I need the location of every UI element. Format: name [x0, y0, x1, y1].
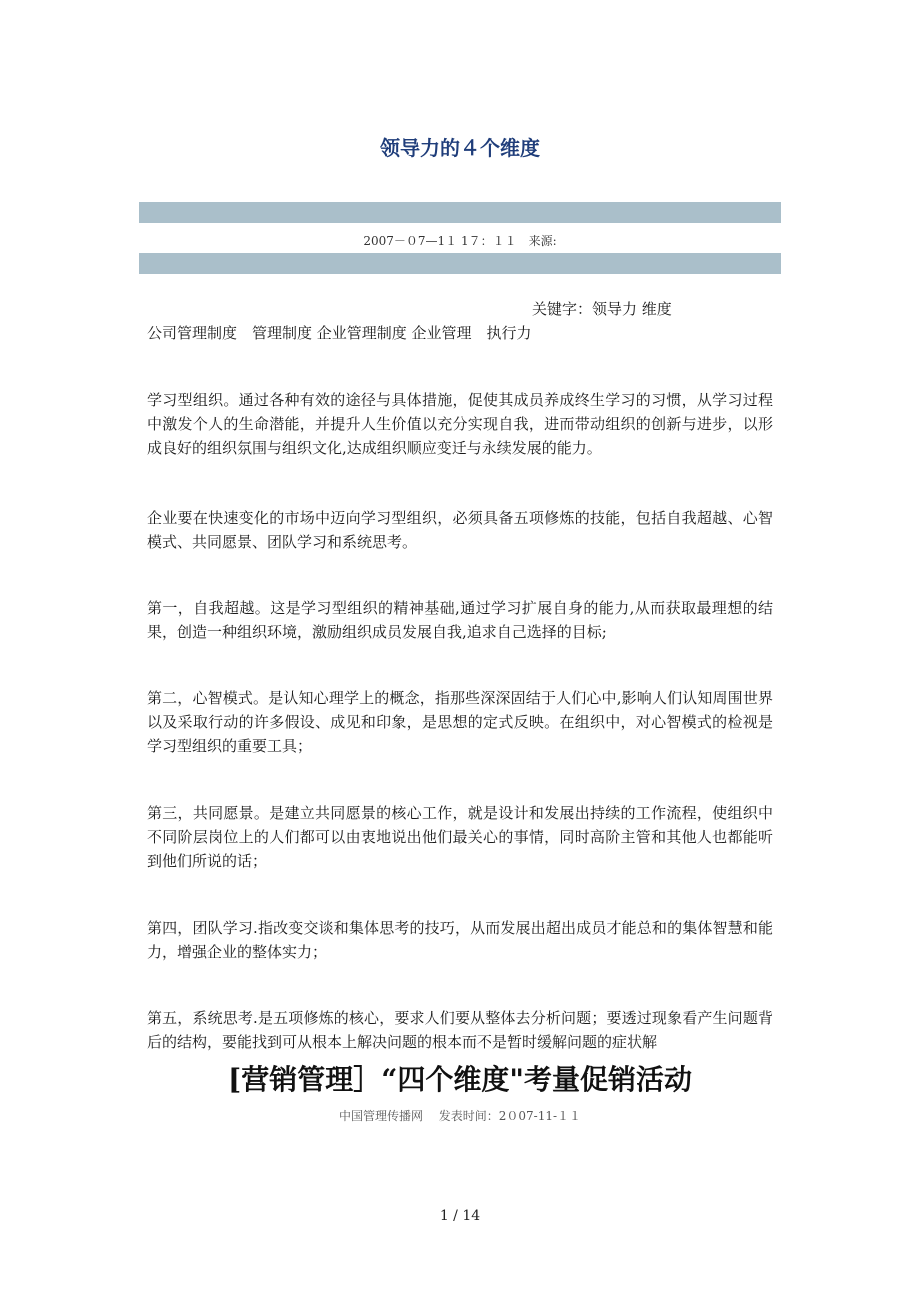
page-number: 1 / 14 — [439, 1208, 481, 1224]
keywords-line-2: 公司管理制度 管理制度 企业管理制度 企业管理 执行力 — [147, 324, 532, 342]
article-meta: 2007－０7—1１ 1７：１１ 来源: — [363, 234, 557, 248]
paragraph-team-learning: 第四，团队学习.指改变交谈和集体思考的技巧，从而发展出超出成员才能总和的集体智慧和能力，增强企业的整体实力； — [147, 919, 773, 961]
header-divider-bottom — [139, 253, 781, 274]
paragraph-personal-mastery: 第一，自我超越。这是学习型组织的精神基础,通过学习扩展自身的能力,从而获取最理想的结果，创造一种组织环境，激励组织成员发展自我,追求自己选择的目标; — [147, 599, 773, 641]
paragraph-five-disciplines: 企业要在快速变化的市场中迈向学习型组织，必须具备五项修炼的技能，包括自我超越、心智模式、共同愿景、团队学习和系统思考。 — [147, 509, 773, 551]
paragraph-systems-thinking: 第五，系统思考.是五项修炼的核心，要求人们要从整体去分析问题；要透过现象看产生问题背后的结构，要能找到可从根本上解决问题的根本而不是暂时缓解问题的症状解 — [147, 1009, 773, 1051]
paragraph-mental-models: 第二，心智模式。是认知心理学上的概念，指那些深深固结于人们心中,影响人们认知周围世界以及采取行动的许多假设、成见和印象，是思想的定式反映。在组织中，对心智模式的检视是学习型组织的重要工具； — [147, 689, 773, 755]
keywords-line-1: 关键字：领导力 维度 — [532, 300, 672, 318]
header-divider-top — [139, 202, 781, 223]
paragraph-learning-organization: 学习型组织。通过各种有效的途径与具体措施，促使其成员养成终生学习的习惯，从学习过程中激发个人的生命潜能，并提升人生价值以充分实现自我，进而带动组织的创新与进步，以形成良好的组织氛围与组织文化,达成组织顺应变迁与永续发展的能力。 — [147, 391, 773, 457]
section-meta: 中国管理传播网 发表时间：2０07-11-１１ — [338, 1109, 582, 1123]
section-heading: [营销管理］“四个维度"考量促销活动 — [228, 1063, 692, 1096]
paragraph-shared-vision: 第三，共同愿景。是建立共同愿景的核心工作，就是设计和发展出持续的工作流程，使组织中不同阶层岗位上的人们都可以由衷地说出他们最关心的事情，同时高阶主管和其他人也都能听到他们所说的话； — [147, 804, 773, 870]
article-title: 领导力的４个维度 — [380, 136, 540, 160]
